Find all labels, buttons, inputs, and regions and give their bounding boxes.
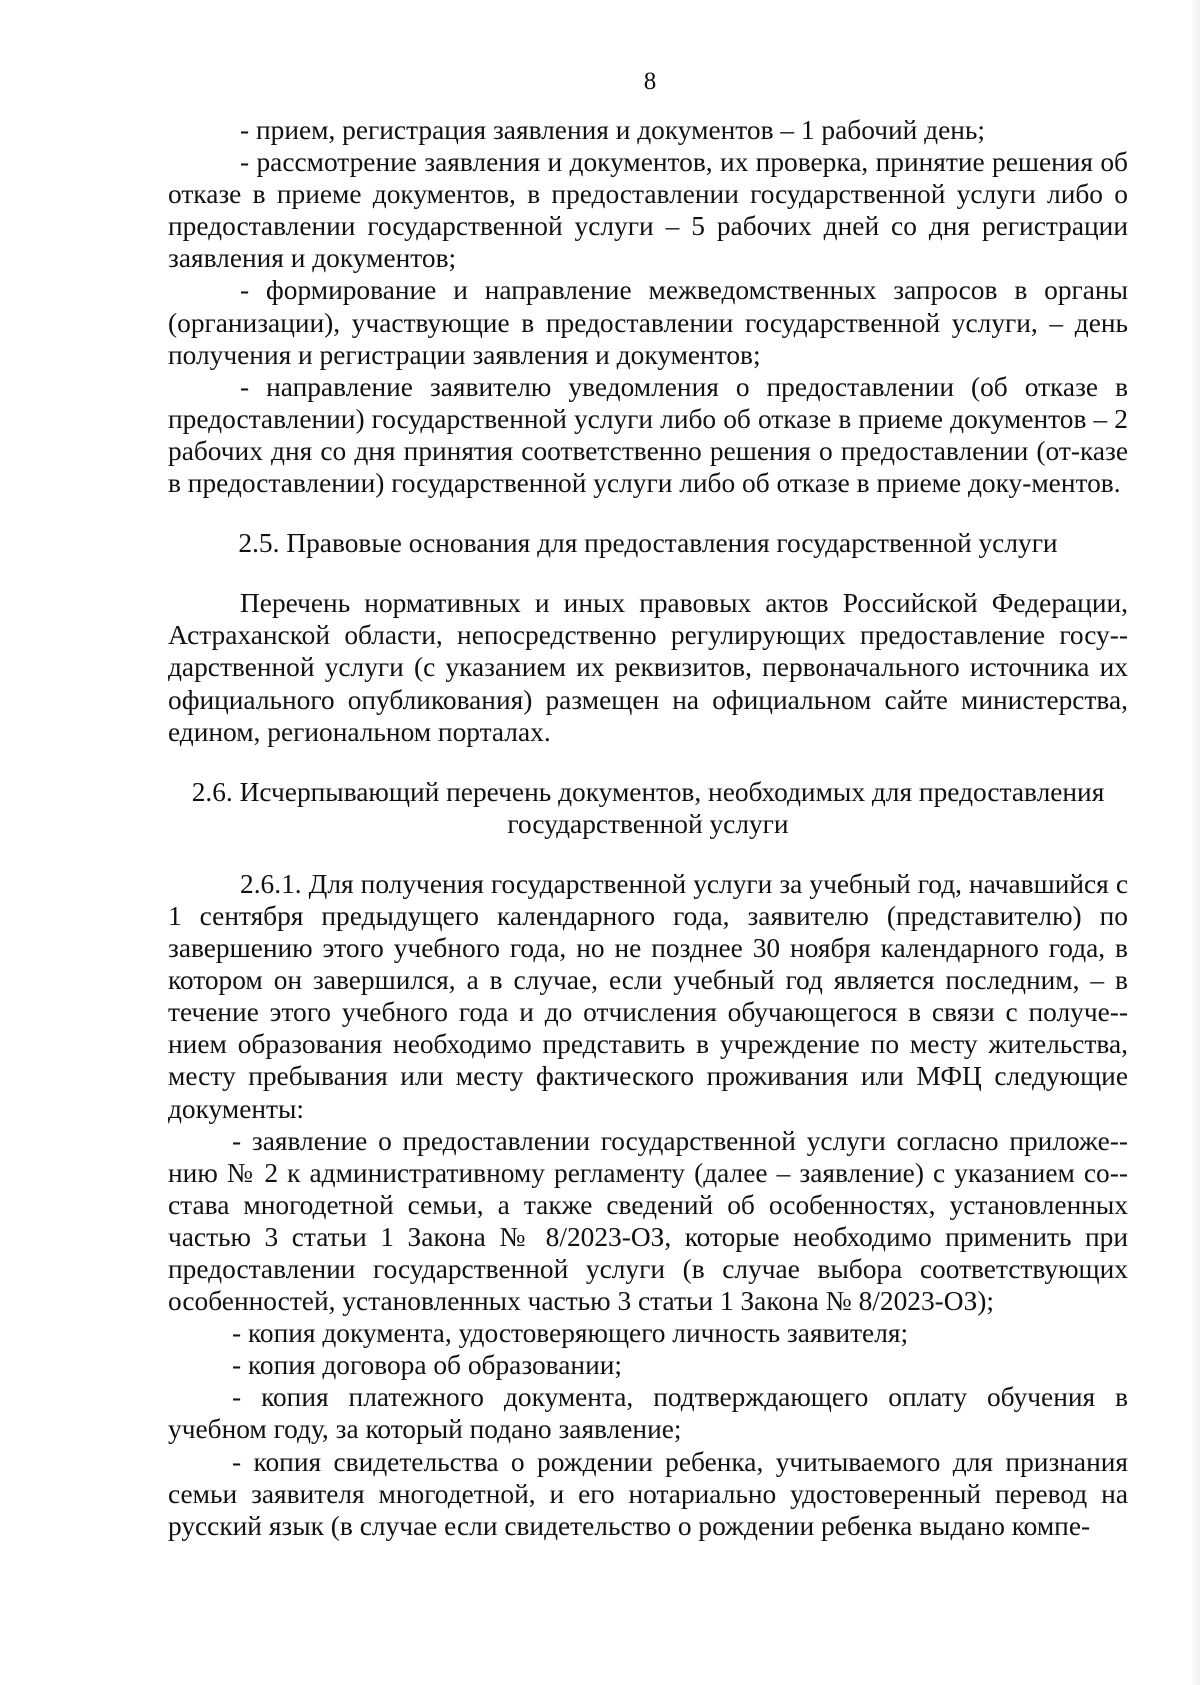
- list-item-payment-copy: - копия платежного документа, подтверждающего оплату обучения в учебном году, за который подано заявление;: [168, 1382, 1128, 1445]
- section-heading-2-5: 2.5. Правовые основания для предоставления государственной услуги: [238, 528, 1058, 559]
- list-item-birth-certificate-copy: - копия свидетельства о рождении ребенка, учитываемого для признания семьи заявителя многодетной, и его нотариально удостоверенный перевод на русский язык (в случае если свидетельство о рождении ребенка выдано компе-: [168, 1446, 1128, 1541]
- paragraph-reception-registration: - прием, регистрация заявления и документов – 1 рабочий день;: [240, 115, 986, 145]
- section-heading-2-6: 2.6. Исчерпывающий перечень документов, необходимых для предоставления государственной услуги: [191, 776, 1105, 839]
- scan-edge: [1190, 0, 1200, 1685]
- paragraph-review-documents: - рассмотрение заявления и документов, их проверка, принятие решения об отказе в приеме документов, в предоставлении государственной услуги либо о предоставлении государственной услуги – 5 рабочих дней со дня регистрации заявления и документов;: [168, 147, 1128, 274]
- paragraph-notification: - направление заявителю уведомления о предоставлении (об отказе в предоставлении) государственной услуги либо об отказе в приеме документов – 2 рабочих дня со дня принятия соответственно решения о предоставлении (от-казе в предоставлении) государственной услуги либо об отказе в приеме доку-ментов.: [168, 371, 1128, 499]
- paragraph-2-6-1: 2.6.1. Для получения государственной услуги за учебный год, начавшийся с 1 сентября предыдущего календарного года, заявителю (представителю) по завершению этого учебного года, но не позднее 30 ноября календарного года, в котором он завершился, а в случае, если учебный год является последним, – в течение этого учебного года и до отчисления обучающегося в связи с получе-нием образования необходимо представить в учреждение по месту жительства, месту пребывания или месту фактического проживания или МФЦ следующие документы:: [168, 868, 1128, 1124]
- list-item-contract-copy: - копия договора об образовании;: [232, 1350, 622, 1381]
- paragraph-interagency-requests: - формирование и направление межведомственных запросов в органы (организации), участвующие в предоставлении государственной услуги, – день получения и регистрации заявления и документов;: [168, 275, 1128, 370]
- paragraph-legal-acts: Перечень нормативных и иных правовых актов Российской Федерации, Астраханской области, непосредственно регулирующих предоставление госу-дарственной услуги (с указанием их реквизитов, первоначального источника их официального опубликования) размещен на официальном сайте министерства, едином, региональном порталах.: [168, 588, 1128, 747]
- page-number: 8: [643, 68, 657, 95]
- document-body: [168, 114, 1128, 1542]
- list-item-identity-copy: - копия документа, удостоверяющего личность заявителя;: [232, 1318, 909, 1349]
- list-item-application: - заявление о предоставлении государственной услуги согласно приложе-нию № 2 к административному регламенту (далее – заявление) с указанием со-става многодетной семьи, а также сведений об особенностях, установленных частью 3 статьи 1 Закона № 8/2023-ОЗ, которые необходимо применить при предоставлении государственной услуги (в случае выбора соответствующих особенностей, установленных частью 3 статьи 1 Закона № 8/2023-ОЗ);: [168, 1125, 1128, 1317]
